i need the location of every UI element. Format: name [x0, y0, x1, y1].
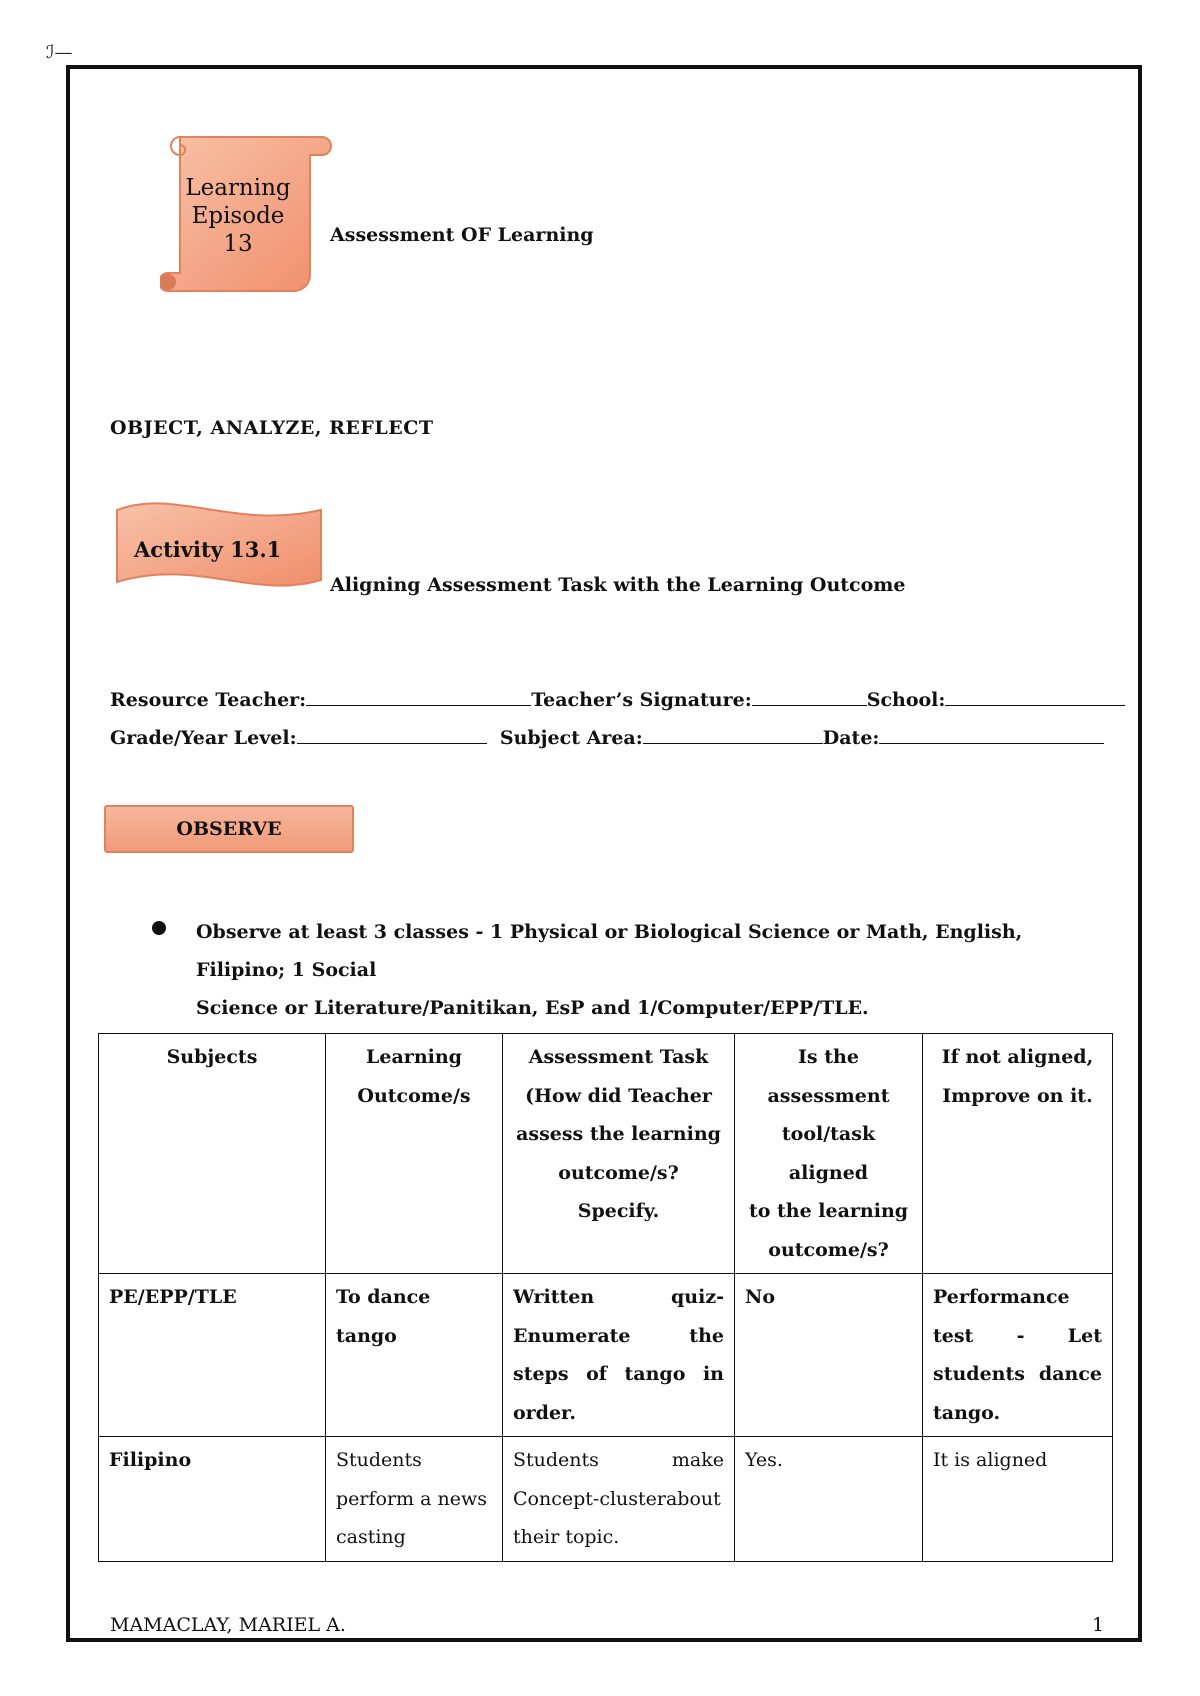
row2-aligned: Yes.	[735, 1437, 923, 1562]
footer-author: MAMACLAY, MARIEL A.	[110, 1614, 346, 1636]
row2-task: Students make Concept-clusterabout their topic.	[503, 1437, 735, 1562]
row1-outcome: To dance tango	[326, 1274, 503, 1437]
row1-task: Written quiz- Enumerate the steps of tango in order.	[503, 1274, 735, 1437]
row1-improve: Performance test - Let students dance tango.	[923, 1274, 1113, 1437]
row1-subject: PE/EPP/TLE	[99, 1274, 326, 1437]
school-label: School:	[866, 689, 946, 711]
info-row-2	[110, 725, 1104, 749]
header-improve: If not aligned, Improve on it.	[923, 1034, 1113, 1274]
episode-label-line2: Episode	[191, 203, 285, 229]
row2-improve: It is aligned	[923, 1437, 1113, 1562]
episode-label	[168, 174, 308, 258]
row1-aligned: No	[735, 1274, 923, 1437]
row2-outcome: Students perform a news casting	[326, 1437, 503, 1562]
section-heading: OBJECT, ANALYZE, REFLECT	[110, 417, 434, 439]
row2-subject: Filipino	[99, 1437, 326, 1562]
page-number: 1	[1092, 1614, 1105, 1636]
assessment-table	[98, 1033, 1113, 1562]
info-row-1	[110, 687, 1125, 711]
date-label: Date:	[822, 727, 880, 749]
activity-title: Aligning Assessment Task with the Learning Outcome	[330, 574, 906, 596]
observe-button[interactable]: OBSERVE	[104, 805, 354, 853]
bullet-icon	[152, 921, 166, 935]
header-learning-outcomes: Learning Outcome/s	[326, 1034, 503, 1274]
teacher-signature-label: Teacher’s Signature:	[531, 689, 752, 711]
grade-year-level-label: Grade/Year Level:	[110, 727, 297, 749]
episode-title: Assessment OF Learning	[330, 224, 594, 246]
grade-year-level-field[interactable]	[297, 725, 487, 744]
date-field[interactable]	[879, 725, 1104, 744]
teacher-signature-field[interactable]	[752, 687, 867, 706]
instruction-line-2: Science or Literature/Panitikan, EsP and 1/Computer/EPP/TLE.	[196, 997, 869, 1019]
episode-label-line3: 13	[223, 231, 253, 257]
table-header-row	[99, 1034, 1113, 1274]
corner-mark: ℐ—	[46, 42, 73, 63]
episode-label-line1: Learning	[185, 175, 291, 201]
resource-teacher-label: Resource Teacher:	[110, 689, 307, 711]
table-row	[99, 1274, 1113, 1437]
school-field[interactable]	[945, 687, 1125, 706]
activity-label: Activity 13.1	[134, 537, 282, 562]
resource-teacher-field[interactable]	[306, 687, 531, 706]
instruction-text	[196, 913, 1096, 1027]
table-row	[99, 1437, 1113, 1562]
header-subjects: Subjects	[99, 1034, 326, 1274]
subject-area-field[interactable]	[643, 725, 823, 744]
subject-area-label: Subject Area:	[499, 727, 643, 749]
instruction-line-1: Observe at least 3 classes - 1 Physical or Biological Science or Math, English, Filipino; 1 Social	[196, 921, 1023, 981]
header-aligned: Is the assessment tool/task aligned to the learning outcome/s?	[735, 1034, 923, 1274]
header-assessment-task: Assessment Task (How did Teacher assess the learning outcome/s? Specify.	[503, 1034, 735, 1274]
